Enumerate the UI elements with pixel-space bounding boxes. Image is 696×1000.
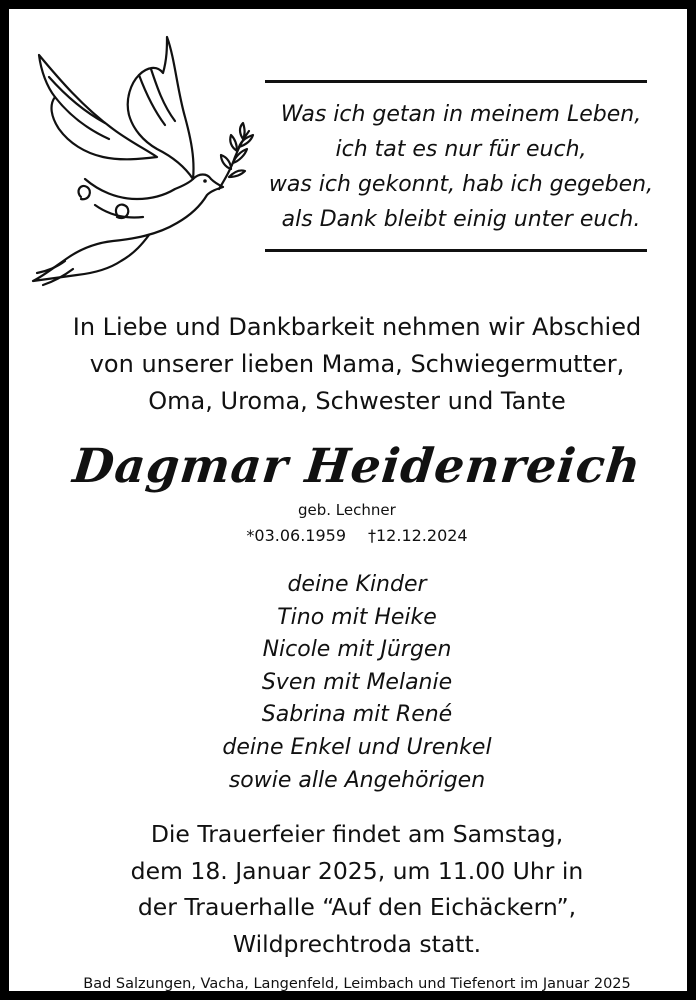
mourner-line: deine Enkel und Urenkel xyxy=(222,734,492,760)
mourner-line: sowie alle Angehörigen xyxy=(228,767,486,793)
mourner-line: Sven mit Melanie xyxy=(261,669,453,695)
mourner-line: Tino mit Heike xyxy=(277,604,437,630)
mourners-list xyxy=(9,569,696,797)
farewell-statement xyxy=(9,309,696,420)
death-date: †12.12.2024 xyxy=(368,526,468,545)
deceased-name: Dagmar Heidenreich xyxy=(70,439,644,494)
mourner-line: Sabrina mit René xyxy=(261,702,453,728)
dove-with-olive-branch-icon xyxy=(25,29,255,294)
funeral-line: Die Trauerfeier findet am Samstag, xyxy=(150,820,564,848)
mourner-line: deine Kinder xyxy=(287,572,427,597)
poem-line: was ich gekonnt, hab ich gegeben, xyxy=(268,172,654,197)
place-and-date-footer: Bad Salzungen, Vacha, Langenfeld, Leimbach und Tiefenort im Januar 2025 xyxy=(83,976,631,992)
life-dates xyxy=(9,525,696,547)
poem-bottom-rule xyxy=(265,249,647,252)
poem-top-rule xyxy=(265,80,647,83)
farewell-line: Oma, Uroma, Schwester und Tante xyxy=(148,387,566,415)
farewell-line: In Liebe und Dankbarkeit nehmen wir Abschied xyxy=(72,313,642,341)
farewell-line: von unserer lieben Mama, Schwiegermutter, xyxy=(89,350,625,378)
funeral-line: Wildprechtroda statt. xyxy=(232,930,482,959)
poem-line: Was ich getan in meinem Leben, xyxy=(280,102,642,127)
poem-line: ich tat es nur für euch, xyxy=(335,137,587,162)
funeral-line: der Trauerhalle “Auf den Eichäckern”, xyxy=(137,893,577,922)
poem-line: als Dank bleibt einig unter euch. xyxy=(281,207,641,232)
birth-date: *03.06.1959 xyxy=(246,526,346,545)
memorial-poem xyxy=(255,97,667,237)
funeral-line: dem 18. Januar 2025, um 11.00 Uhr in xyxy=(130,856,584,885)
mourner-line: Nicole mit Jürgen xyxy=(262,637,452,663)
maiden-name: geb. Lechner xyxy=(298,501,396,519)
funeral-details xyxy=(9,816,696,963)
